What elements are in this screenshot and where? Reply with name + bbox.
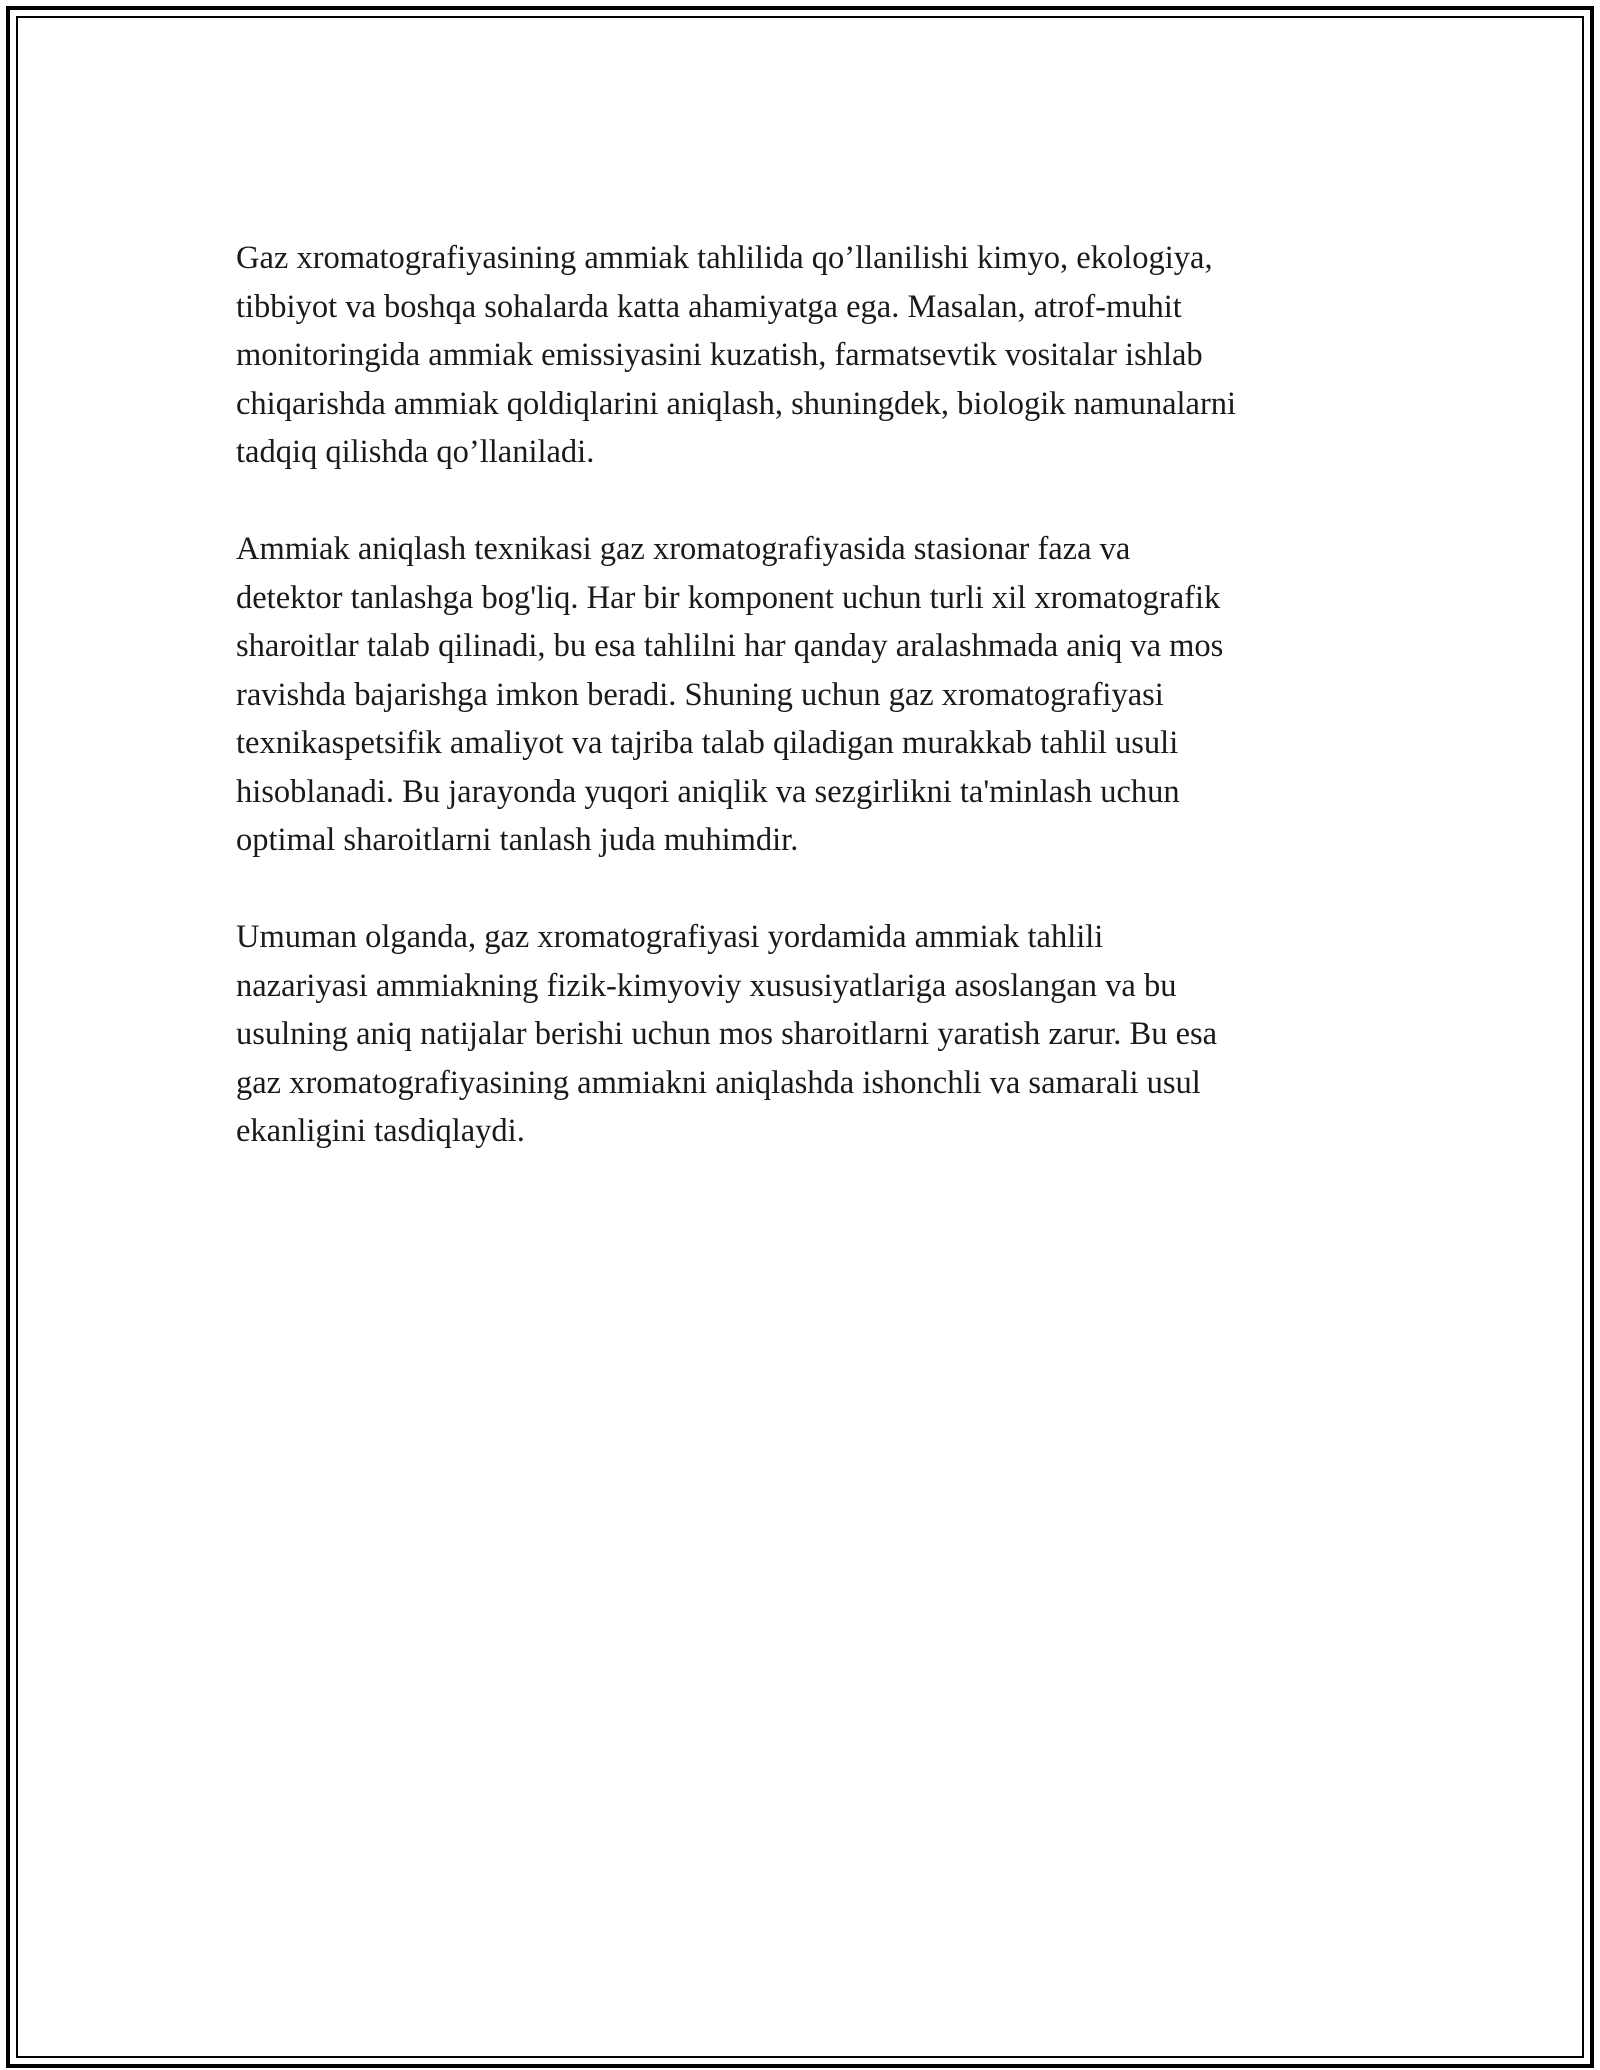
paragraph-1: Gaz xromatografiyasining ammiak tahlilida qo’llanilishi kimyo, ekologiya, tibbiyot va boshqa sohalarda katta ahamiyatga ega. Masalan, atrof-muhit monitoringida ammiak emissiyasini kuzatish, farmatsevtik vositalar ishlab chiqarishda ammiak qoldiqlarini aniqlash, shuningdek, biologik namunalarni tadqiq qilishda qo’llaniladi. [236,240,1237,470]
paragraph-2: Ammiak aniqlash texnikasi gaz xromatografiyasida stasionar faza va detektor tanlashga bog'liq. Har bir komponent uchun turli xil xromatografik sharoitlar talab qilinadi, bu esa tahlilni har qanday aralashmada aniq va mos ravishda bajarishga imkon beradi. Shuning uchun gaz xromatografiyasi texnikaspetsifik amaliyot va tajriba talab qiladigan murakkab tahlil usuli hisoblanadi. Bu jarayonda yuqori aniqlik va sezgirlikni ta'minlash uchun optimal sharoitlarni tanlash juda muhimdir. [236,531,1224,858]
paragraph-3: Umuman olganda, gaz xromatografiyasi yordamida ammiak tahlili nazariyasi ammiakning fizik-kimyoviy xususiyatlariga asoslangan va bu usulning aniq natijalar berishi uchun mos sharoitlarni yaratish zarur. Bu esa gaz xromatografiyasining ammiakni aniqlashda ishonchli va samarali usul ekanligini tasdiqlaydi. [236,919,1218,1149]
document-body [236,234,1376,1204]
